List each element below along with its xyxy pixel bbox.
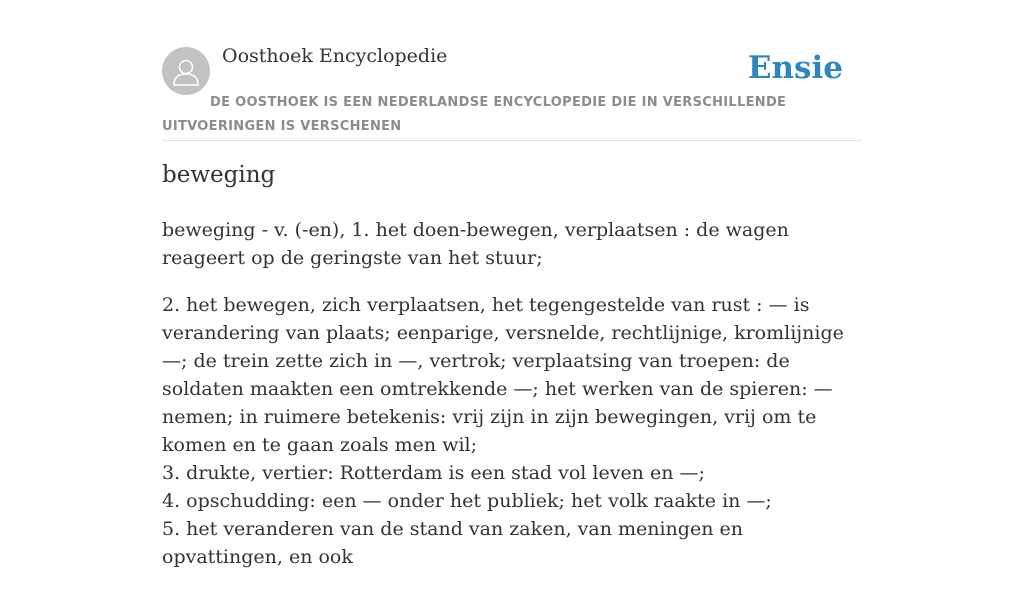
definition-line: 4. opschudding: een — onder het publiek; het volk raakte in —; — [162, 490, 772, 512]
avatar[interactable] — [162, 47, 210, 95]
user-silhouette-icon — [162, 47, 210, 95]
definition-line: 2. het bewegen, zich verplaatsen, het tegengestelde van rust : — is verandering van plaats; eenparige, versnelde, rechtlijnige, kromlijnige —; de trein zette zich in —, vertrok; verplaatsing van troepen: de soldaten maakten een omtrekkende —; het werken van de spieren: — nemen; in ruimere betekenis: vrij zijn in zijn bewegingen, vrij om te komen en te gaan zoals men wil; — [162, 294, 844, 456]
definition-line: 3. drukte, vertier: Rotterdam is een stad vol leven en —; — [162, 462, 705, 484]
article-content — [162, 216, 862, 590]
article-title: beweging — [162, 162, 276, 188]
header — [162, 0, 862, 141]
definition-line: 5. het veranderen van de stand van zaken, van meningen en opvattingen, en ook — [162, 518, 743, 568]
source-name-link[interactable]: Oosthoek Encyclopedie — [222, 45, 448, 67]
brand-logo[interactable]: Ensie — [747, 50, 843, 86]
definition-paragraph: beweging - v. (-en), 1. het doen-bewegen, verplaatsen : de wagen reageert op de geringste van het stuur; — [162, 219, 789, 269]
definition-paragraph — [162, 291, 862, 571]
source-description: DE OOSTHOEK IS EEN NEDERLANDSE ENCYCLOPEDIE DIE IN VERSCHILLENDE UITVOERINGEN IS VERSCHENEN — [162, 95, 787, 134]
